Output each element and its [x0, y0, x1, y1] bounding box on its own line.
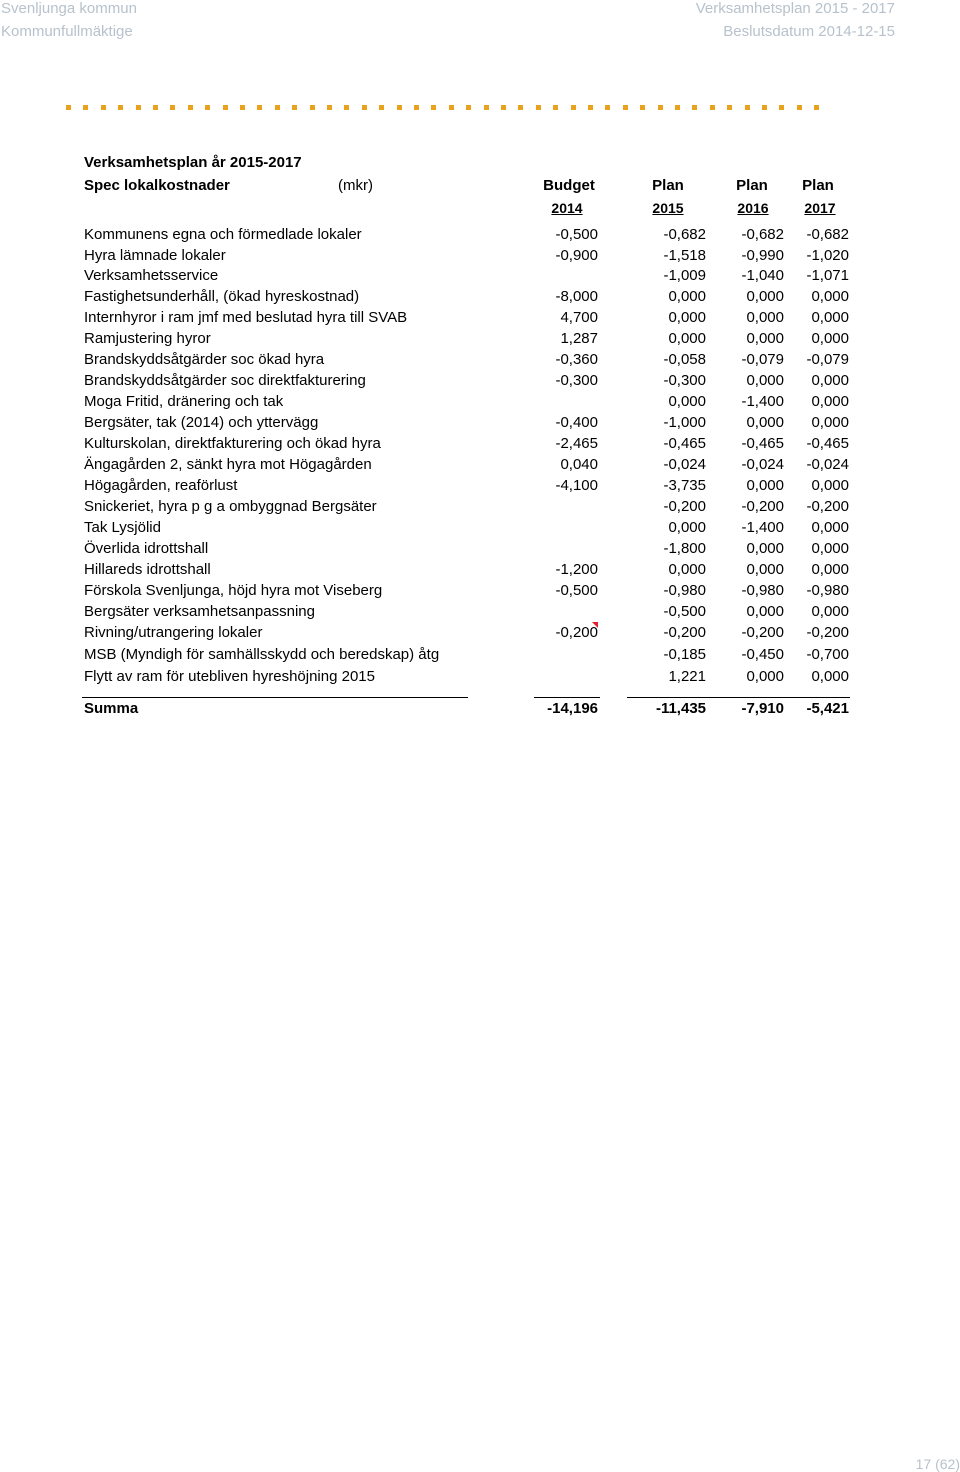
row-label: Moga Fritid, dränering och tak: [84, 393, 284, 410]
row-value: 0,000: [746, 330, 784, 347]
column-header-plan-2017: Plan: [802, 177, 834, 194]
unit-label: (mkr): [338, 177, 373, 194]
row-label: Kommunens egna och förmedlade lokaler: [84, 226, 362, 243]
table-row: [0, 247, 960, 268]
row-value: 0,000: [668, 561, 706, 578]
divider-dot: [66, 105, 71, 110]
divider-dot: [188, 105, 193, 110]
row-value: -0,024: [741, 456, 784, 473]
row-label: Brandskyddsåtgärder soc direktfakturering: [84, 372, 366, 389]
divider-dot: [814, 105, 819, 110]
table-row: [0, 414, 960, 435]
table-row: [0, 519, 960, 540]
divider-dot: [710, 105, 715, 110]
row-value: -0,990: [741, 247, 784, 264]
row-value: -1,518: [663, 247, 706, 264]
row-value: -0,024: [806, 456, 849, 473]
row-value: -0,682: [663, 226, 706, 243]
table-row: [0, 540, 960, 561]
row-value: 0,000: [811, 393, 849, 410]
table-row: [0, 603, 960, 624]
row-value: 0,000: [811, 519, 849, 536]
row-value: -1,400: [741, 393, 784, 410]
divider-dot: [379, 105, 384, 110]
table-row: [0, 668, 960, 689]
header-decision-date: Beslutsdatum 2014-12-15: [723, 23, 895, 40]
table-row: [0, 393, 960, 414]
divider-dot: [727, 105, 732, 110]
divider-dot: [779, 105, 784, 110]
divider-dot: [658, 105, 663, 110]
table-row: [0, 372, 960, 393]
row-value: 0,000: [811, 668, 849, 685]
comment-marker-icon: [592, 622, 598, 628]
row-value: -8,000: [555, 288, 598, 305]
column-header-plan-2016: Plan: [736, 177, 768, 194]
row-value: -4,100: [555, 477, 598, 494]
row-value: 0,000: [668, 330, 706, 347]
row-label: Bergsäter verksamhetsanpassning: [84, 603, 315, 620]
row-value: 0,000: [746, 668, 784, 685]
divider-dot: [571, 105, 576, 110]
row-value: 0,000: [668, 288, 706, 305]
row-value: 0,000: [811, 414, 849, 431]
row-value: 0,000: [668, 519, 706, 536]
table-row: [0, 267, 960, 288]
row-value: 0,000: [668, 309, 706, 326]
row-value: -1,800: [663, 540, 706, 557]
dotted-divider: [66, 102, 826, 112]
row-value: 0,000: [811, 540, 849, 557]
row-label: Ramjustering hyror: [84, 330, 211, 347]
row-label: Fastighetsunderhåll, (ökad hyreskostnad): [84, 288, 360, 305]
column-year-2014: 2014: [551, 200, 583, 216]
page-number: 17 (62): [915, 1456, 960, 1472]
column-year-2015: 2015: [652, 200, 684, 216]
divider-dot: [605, 105, 610, 110]
table-row: [0, 561, 960, 582]
row-label: MSB (Myndigh för samhällsskydd och beredskap) åtg: [84, 646, 440, 663]
header-org: Svenljunga kommun: [1, 0, 137, 17]
row-value: -0,700: [806, 646, 849, 663]
row-value: -0,500: [555, 582, 598, 599]
total-value: -11,435: [655, 700, 706, 717]
divider-dot: [623, 105, 628, 110]
row-value: -0,465: [663, 435, 706, 452]
row-value: 0,000: [668, 393, 706, 410]
row-value: -0,300: [555, 372, 598, 389]
row-value: -0,200: [741, 498, 784, 515]
row-value: -0,079: [741, 351, 784, 368]
table-row: [0, 477, 960, 498]
row-value: -0,300: [663, 372, 706, 389]
row-value: 1,221: [668, 668, 706, 685]
row-value: -0,682: [806, 226, 849, 243]
row-label: Hyra lämnade lokaler: [84, 247, 226, 264]
row-value: -0,200: [663, 624, 706, 641]
row-value: 0,000: [746, 288, 784, 305]
row-value: -1,000: [663, 414, 706, 431]
row-value: 0,040: [560, 456, 598, 473]
header-doc-title: Verksamhetsplan 2015 - 2017: [695, 0, 895, 17]
divider-dot: [118, 105, 123, 110]
row-value: -0,465: [741, 435, 784, 452]
table-row: [0, 624, 960, 645]
row-value: -0,360: [555, 351, 598, 368]
total-value: -7,910: [741, 700, 784, 717]
row-value: -0,200: [806, 624, 849, 641]
table-row: [0, 288, 960, 309]
divider-dot: [414, 105, 419, 110]
divider-dot: [83, 105, 88, 110]
row-value: -1,009: [663, 267, 706, 284]
divider-dot: [466, 105, 471, 110]
row-label: Kulturskolan, direktfakturering och ökad hyra: [84, 435, 381, 452]
row-value: 0,000: [811, 477, 849, 494]
row-label: Ängagården 2, sänkt hyra mot Högagården: [84, 456, 372, 473]
row-value: -0,185: [663, 646, 706, 663]
table-row: [0, 582, 960, 603]
row-label: Förskola Svenljunga, höjd hyra mot Viseberg: [84, 582, 383, 599]
separator-line: [534, 697, 600, 698]
row-value: -0,200: [741, 624, 784, 641]
row-value: 0,000: [811, 288, 849, 305]
divider-dot: [797, 105, 802, 110]
row-value: -0,079: [806, 351, 849, 368]
divider-dot: [327, 105, 332, 110]
row-label: Högagården, reaförlust: [84, 477, 238, 494]
row-value: -0,465: [806, 435, 849, 452]
divider-dot: [170, 105, 175, 110]
row-value: 0,000: [746, 414, 784, 431]
divider-dot: [101, 105, 106, 110]
row-value: -1,071: [806, 267, 849, 284]
row-value: -0,682: [741, 226, 784, 243]
row-value: -0,980: [741, 582, 784, 599]
divider-dot: [344, 105, 349, 110]
row-label: Rivning/utrangering lokaler: [84, 624, 263, 641]
row-value: 0,000: [746, 477, 784, 494]
row-label: Verksamhetsservice: [84, 267, 219, 284]
row-value: 0,000: [746, 561, 784, 578]
total-label: Summa: [84, 700, 139, 717]
divider-dot: [553, 105, 558, 110]
row-value: -0,200: [555, 624, 598, 641]
divider-dot: [310, 105, 315, 110]
row-value: -1,200: [555, 561, 598, 578]
divider-dot: [484, 105, 489, 110]
column-header-plan-2015: Plan: [652, 177, 684, 194]
separator-line: [82, 697, 468, 698]
table-subtitle: Spec lokalkostnader: [84, 177, 230, 194]
column-header-budget: Budget: [543, 177, 595, 194]
table-row: [0, 435, 960, 456]
table-row: [0, 330, 960, 351]
divider-dot: [205, 105, 210, 110]
row-value: -3,735: [663, 477, 706, 494]
table-row: [0, 498, 960, 519]
divider-dot: [588, 105, 593, 110]
row-value: -0,500: [555, 226, 598, 243]
row-value: -1,400: [741, 519, 784, 536]
row-value: 0,000: [811, 309, 849, 326]
divider-dot: [449, 105, 454, 110]
row-value: 4,700: [560, 309, 598, 326]
divider-dot: [536, 105, 541, 110]
column-year-2016: 2016: [737, 200, 769, 216]
row-value: -0,058: [663, 351, 706, 368]
header-body: Kommunfullmäktige: [1, 23, 133, 40]
table-title: Verksamhetsplan år 2015-2017: [84, 154, 302, 171]
divider-dot: [675, 105, 680, 110]
table-row: [0, 226, 960, 247]
row-value: 0,000: [746, 540, 784, 557]
row-value: -0,500: [663, 603, 706, 620]
row-label: Snickeriet, hyra p g a ombyggnad Bergsäter: [84, 498, 377, 515]
row-value: -0,400: [555, 414, 598, 431]
row-value: 0,000: [811, 372, 849, 389]
total-value: -5,421: [806, 700, 849, 717]
row-label: Tak Lysjölid: [84, 519, 161, 536]
divider-dot: [397, 105, 402, 110]
table-row: [0, 646, 960, 667]
divider-dot: [692, 105, 697, 110]
row-value: 0,000: [746, 603, 784, 620]
divider-dot: [136, 105, 141, 110]
table-row: [0, 456, 960, 477]
divider-dot: [240, 105, 245, 110]
row-value: -0,980: [663, 582, 706, 599]
divider-dot: [640, 105, 645, 110]
divider-dot: [745, 105, 750, 110]
row-value: 0,000: [811, 330, 849, 347]
row-label: Hillareds idrottshall: [84, 561, 211, 578]
row-value: -0,450: [741, 646, 784, 663]
divider-dot: [501, 105, 506, 110]
divider-dot: [292, 105, 297, 110]
divider-dot: [362, 105, 367, 110]
divider-dot: [762, 105, 767, 110]
column-year-2017: 2017: [804, 200, 836, 216]
table-row: [0, 309, 960, 330]
row-value: 0,000: [746, 372, 784, 389]
row-value: -0,200: [663, 498, 706, 515]
row-value: -2,465: [555, 435, 598, 452]
row-label: Överlida idrottshall: [84, 540, 209, 557]
row-value: -0,980: [806, 582, 849, 599]
row-value: 0,000: [811, 561, 849, 578]
row-value: -0,900: [555, 247, 598, 264]
row-value: -0,200: [806, 498, 849, 515]
total-value: -14,196: [547, 700, 598, 717]
row-label: Flytt av ram för utebliven hyreshöjning 2015: [84, 668, 375, 685]
divider-dot: [257, 105, 262, 110]
divider-dot: [275, 105, 280, 110]
row-label: Internhyror i ram jmf med beslutad hyra till SVAB: [84, 309, 408, 326]
divider-dot: [153, 105, 158, 110]
row-value: 0,000: [746, 309, 784, 326]
row-value: -1,040: [741, 267, 784, 284]
row-label: Bergsäter, tak (2014) och yttervägg: [84, 414, 319, 431]
divider-dot: [223, 105, 228, 110]
row-label: Brandskyddsåtgärder soc ökad hyra: [84, 351, 325, 368]
separator-line: [627, 697, 850, 698]
row-value: 0,000: [811, 603, 849, 620]
row-value: -1,020: [806, 247, 849, 264]
row-value: -0,024: [663, 456, 706, 473]
divider-dot: [518, 105, 523, 110]
table-row: [0, 351, 960, 372]
row-value: 1,287: [560, 330, 598, 347]
divider-dot: [431, 105, 436, 110]
